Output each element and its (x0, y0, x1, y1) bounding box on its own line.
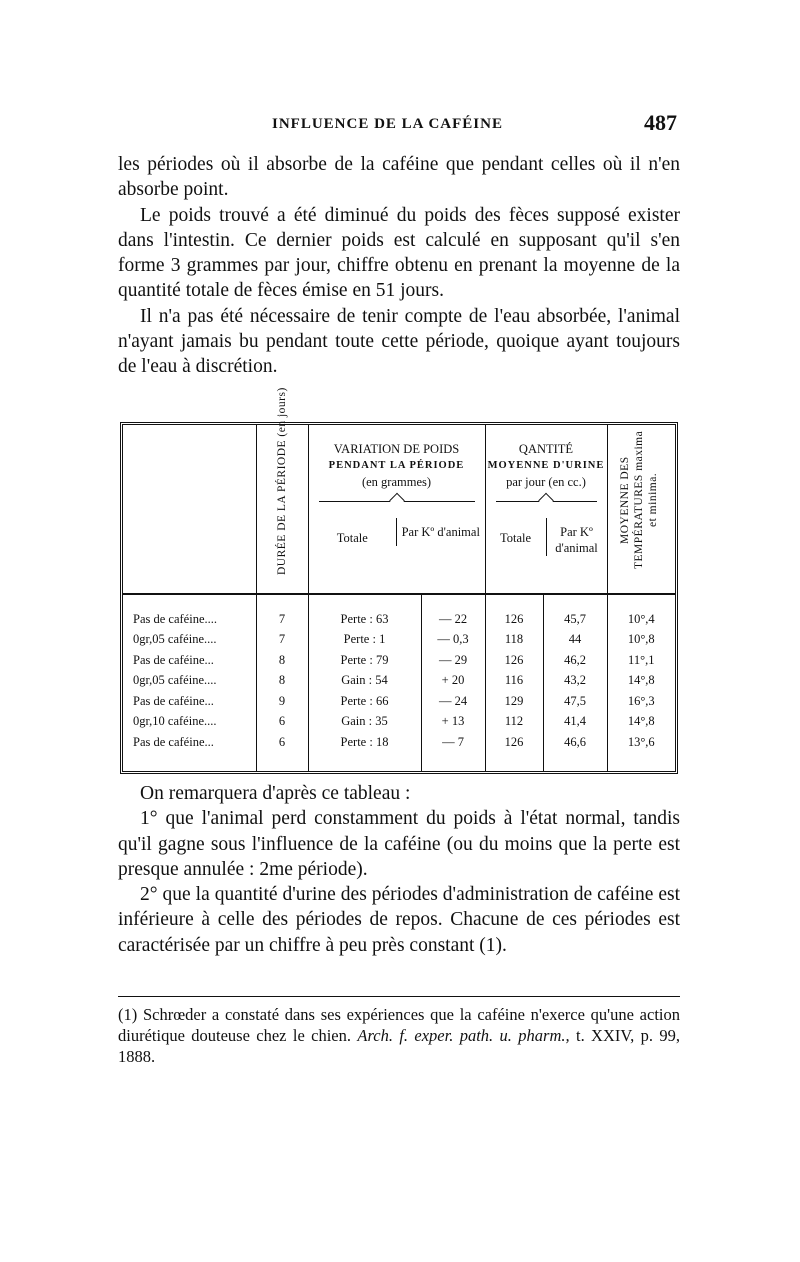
data-table (120, 387, 678, 774)
weight-sub-per-kg: Par Kº d'animal (396, 518, 485, 546)
cell-days: 6 (256, 732, 308, 753)
cell-urine-per-kg: 46,2 (543, 650, 607, 671)
table-row (123, 671, 675, 692)
cell-weight-total: Perte : 1 (308, 630, 421, 651)
paragraph: 1° que l'animal perd constamment du poids à l'état normal, tandis qu'il gagne sous l'influence de la caféine (ou du moins que la perte est presque annulée : 2me période). (118, 808, 680, 880)
body-text-top (118, 152, 680, 380)
weight-sub-total: Totale (336, 531, 368, 545)
cell-urine-total: 126 (485, 732, 543, 753)
cell-label: Pas de caféine.... (133, 611, 217, 626)
header-duration (256, 387, 308, 594)
header-temperature-text: MOYENNE DES TEMPÉRATURES maxima et minima. (619, 430, 660, 570)
cell-weight-per-kg: — 22 (421, 609, 485, 630)
cell-temp: 14°,8 (607, 712, 675, 733)
urine-group-subtitle: MOYENNE D'URINE (487, 460, 605, 471)
table-body (123, 609, 675, 771)
cell-label: Pas de caféine... (133, 693, 214, 708)
cell-temp: 13°,6 (607, 732, 675, 753)
footnote-text: (1) Schrœder a constaté dans ses expériences que la caféine n'exerce qu'une action diurétique douteuse chez le chien. (118, 1005, 680, 1045)
cell-label: 0gr,05 caféine.... (133, 673, 217, 688)
header-weight-group (308, 425, 485, 594)
cell-days: 7 (256, 630, 308, 651)
page-number: 487 (644, 110, 677, 135)
cell-weight-total: Gain : 35 (308, 712, 421, 733)
table-row (123, 712, 675, 733)
header-label-cell (123, 425, 256, 594)
running-title: INFLUENCE DE LA CAFÉINE (272, 116, 503, 132)
table-row (123, 630, 675, 651)
weight-group-subtitle: PENDANT LA PÉRIODE (328, 460, 465, 471)
paragraph: On remarquera d'après ce tableau : (140, 783, 411, 804)
weight-group-unit: (en grammes) (361, 475, 432, 489)
header-urine-group (485, 425, 607, 594)
cell-label: Pas de caféine... (133, 734, 214, 749)
cell-urine-per-kg: 46,6 (543, 732, 607, 753)
cell-days: 9 (256, 691, 308, 712)
urine-group-title: QANTITÉ (518, 442, 574, 456)
cell-urine-total: 126 (485, 609, 543, 630)
cell-weight-total: Perte : 79 (308, 650, 421, 671)
table-row (123, 650, 675, 671)
paragraph: Le poids trouvé a été diminué du poids des fèces supposé exister dans l'intestin. Ce dernier poids est calculé en supposant qu'il s'en forme 3 grammes par jour, chiffre obtenu en prenant la moyenne de la quantité totale de fèces émise en 51 jours. (118, 204, 680, 302)
cell-temp: 11°,1 (607, 650, 675, 671)
cell-urine-total: 126 (485, 650, 543, 671)
footnote-rule (118, 996, 680, 997)
header-temperature (607, 425, 675, 594)
footnote-source: Arch. f. exper. path. u. pharm., (357, 1026, 570, 1045)
cell-temp: 10°,4 (607, 609, 675, 630)
cell-urine-total: 129 (485, 691, 543, 712)
cell-urine-per-kg: 45,7 (543, 609, 607, 630)
cell-label: 0gr,10 caféine.... (133, 714, 217, 729)
weight-group-title: VARIATION DE POIDS (333, 442, 460, 456)
cell-urine-per-kg: 44 (543, 630, 607, 651)
paragraph: les périodes où il absorbe de la caféine que pendant celles où il n'en absorbe point. (118, 154, 680, 201)
footnote-source-details: t. XXIV, p. 99, 1888. (118, 1026, 681, 1066)
cell-weight-total: Perte : 18 (308, 732, 421, 753)
cell-weight-per-kg: + 13 (421, 712, 485, 733)
cell-label: Pas de caféine... (133, 652, 214, 667)
cell-temp: 14°,8 (607, 671, 675, 692)
paragraph: Il n'a pas été nécessaire de tenir compte de l'eau absorbée, l'animal n'ayant jamais bu pendant toute cette période, quoique ayant toujours de l'eau à discrétion. (118, 305, 680, 378)
urine-sub-per-kg: Par Kº d'animal (546, 518, 607, 556)
cell-urine-total: 118 (485, 630, 543, 651)
cell-days: 8 (256, 671, 308, 692)
table-row (123, 691, 675, 712)
cell-urine-per-kg: 41,4 (543, 712, 607, 733)
brace (319, 501, 475, 514)
footnote (118, 1004, 680, 1067)
cell-days: 7 (256, 609, 308, 630)
urine-subcolumns (486, 518, 607, 556)
cell-weight-per-kg: + 20 (421, 671, 485, 692)
cell-weight-total: Perte : 63 (308, 609, 421, 630)
cell-weight-per-kg: — 29 (421, 650, 485, 671)
cell-label: 0gr,05 caféine.... (133, 632, 217, 647)
weight-subcolumns (309, 518, 485, 546)
paragraph: 2° que la quantité d'urine des périodes d'administration de caféine est inférieure à celle des périodes de repos. Chacune de ces périodes est caractérisée par un chiffre à peu près constant (1). (118, 884, 680, 956)
cell-days: 8 (256, 650, 308, 671)
header-duration-text: DURÉE DE LA PÉRIODE (en jours) (276, 387, 288, 575)
cell-temp: 10°,8 (607, 630, 675, 651)
cell-days: 6 (256, 712, 308, 733)
cell-urine-total: 116 (485, 671, 543, 692)
table-row (123, 732, 675, 753)
cell-weight-per-kg: — 0,3 (421, 630, 485, 651)
cell-weight-total: Perte : 66 (308, 691, 421, 712)
table-row (123, 609, 675, 630)
cell-urine-total: 112 (485, 712, 543, 733)
cell-weight-total: Gain : 54 (308, 671, 421, 692)
cell-weight-per-kg: — 24 (421, 691, 485, 712)
urine-sub-total: Totale (499, 531, 532, 545)
cell-weight-per-kg: — 7 (421, 732, 485, 753)
cell-temp: 16°,3 (607, 691, 675, 712)
cell-urine-per-kg: 47,5 (543, 691, 607, 712)
body-text-bottom (118, 781, 680, 958)
urine-group-unit: par jour (en cc.) (506, 475, 586, 489)
brace (496, 501, 597, 514)
cell-urine-per-kg: 43,2 (543, 671, 607, 692)
